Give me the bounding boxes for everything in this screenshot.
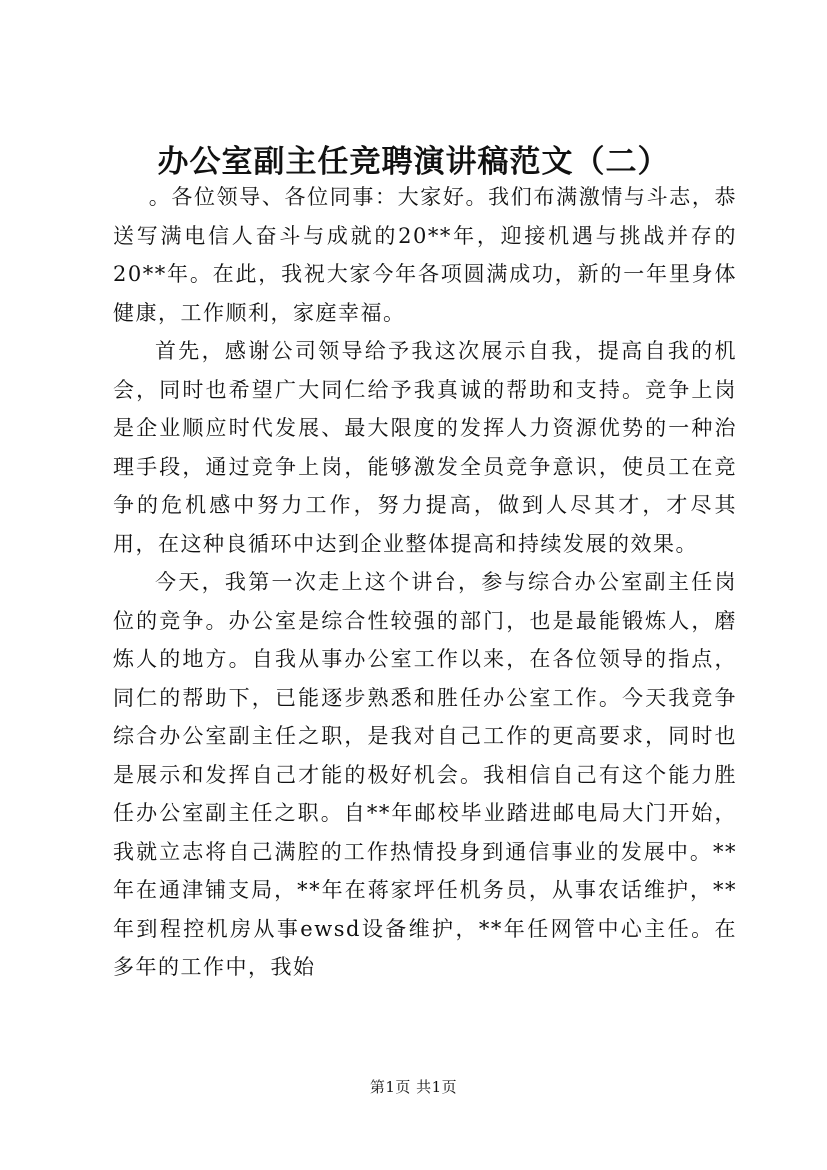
document-body bbox=[113, 178, 737, 987]
page-footer: 第1页 共1页 bbox=[369, 1078, 458, 1096]
paragraph-thanks: 首先，感谢公司领导给予我这次展示自我，提高自我的机会，同时也希望广大同仁给予我真诚的帮助和支持。竞争上岗是企业顺应时代发展、最大限度的发挥人力资源优势的一种治理手段，通过竞争上岗，能够激发全员竞争意识，使员工在竞争的危机感中努力工作，努力提高，做到人尽其才，才尽其用，在这种良循环中达到企业整体提高和持续发展的效果。 bbox=[113, 339, 737, 556]
paragraph-experience: 今天，我第一次走上这个讲台，参与综合办公室副主任岗位的竞争。办公室是综合性较强的部门，也是最能锻炼人，磨炼人的地方。自我从事办公室工作以来，在各位领导的指点，同仁的帮助下，已能逐步熟悉和胜任办公室工作。今天我竞争综合办公室副主任之职，是我对自己工作的更高要求，同时也是展示和发挥自己才能的极好机会。我相信自己有这个能力胜任办公室副主任之职。自**年邮校毕业踏进邮电局大门开始，我就立志将自己满腔的工作热情投身到通信事业的发展中。**年在通津铺支局，**年在蒋家坪任机务员，从事农话维护，**年到程控机房从事ewsd设备维护，**年任网管中心主任。在多年的工作中，我始 bbox=[113, 570, 737, 979]
document-title: 办公室副主任竞聘演讲稿范文（二） bbox=[157, 144, 670, 180]
paragraph-greeting: 。各位领导、各位同事：大家好。我们布满激情与斗志，恭送写满电信人奋斗与成就的20**年，迎接机遇与挑战并存的20**年。在此，我祝大家今年各项圆满成功，新的一年里身体健康，工作顺利，家庭幸福。 bbox=[113, 185, 737, 325]
